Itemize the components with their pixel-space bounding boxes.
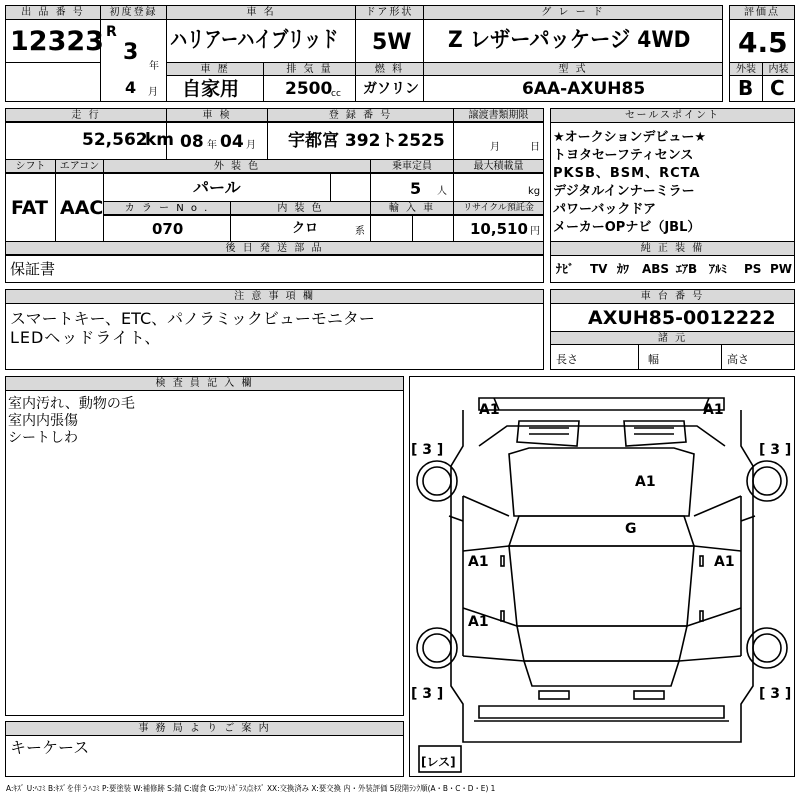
mark-left-front-door: A1 bbox=[468, 554, 489, 570]
history-label: 車 歴 bbox=[167, 63, 263, 76]
score: 4.5 bbox=[738, 26, 788, 59]
import-label: 輸 入 車 bbox=[371, 202, 453, 215]
dims-label: 諸 元 bbox=[551, 332, 794, 345]
shift-label: シフト bbox=[6, 160, 55, 173]
recycle-label: リサイクル預託金 bbox=[454, 202, 543, 215]
inspector-line-1: 室内汚れ、動物の毛 bbox=[8, 396, 135, 412]
ext-color-label: 外 装 色 bbox=[104, 160, 370, 173]
history: 自家用 bbox=[182, 78, 240, 100]
mark-right-front-door: A1 bbox=[714, 554, 735, 570]
displacement-label: 排 気 量 bbox=[264, 63, 355, 76]
shift: FAT bbox=[11, 197, 48, 219]
mileage-unit: km bbox=[145, 130, 175, 150]
office-label: 事 務 局 よ り ご 案 内 bbox=[6, 722, 403, 736]
capacity-label: 乗車定員 bbox=[371, 160, 453, 173]
ac-label: エアコン bbox=[56, 160, 103, 173]
era-mark: R bbox=[106, 24, 117, 40]
grade-label: グ レ ー ド bbox=[424, 6, 722, 20]
equip-abs: ABS bbox=[642, 262, 670, 276]
mark-hood: A1 bbox=[635, 474, 656, 490]
car-name: ハリアーハイブリッド bbox=[170, 28, 339, 53]
tire-fl-depth: [ 3 ] bbox=[411, 442, 444, 458]
color-no-label: カ ラ ー N o . bbox=[104, 202, 230, 215]
equip-leather: ｶﾜ bbox=[617, 262, 630, 276]
month-unit: 月 bbox=[148, 87, 158, 98]
sales-line-6: メーカーOPナビ（JBL） bbox=[553, 220, 701, 235]
recycle-deposit: 10,510 bbox=[470, 220, 528, 238]
sales-line-4: デジタルインナーミラー bbox=[553, 184, 695, 199]
first-reg-month: 4 bbox=[125, 78, 137, 97]
capacity-unit: 人 bbox=[437, 186, 447, 197]
office-text: キーケース bbox=[10, 738, 90, 757]
later-parts-label: 後 日 発 送 部 品 bbox=[6, 242, 543, 255]
body-outline bbox=[451, 410, 753, 742]
displacement: 2500 bbox=[285, 79, 333, 99]
ac: AAC bbox=[60, 197, 104, 219]
notes-line-1: スマートキー、ETC、パノラミックビューモニター bbox=[10, 309, 375, 328]
fuel: ガソリン bbox=[363, 81, 419, 97]
lot-label: 出 品 番 号 bbox=[6, 6, 100, 20]
capacity: 5 bbox=[410, 179, 422, 198]
equip-navi: ﾅﾋﾞ bbox=[556, 262, 575, 276]
equipment-label: 純 正 装 備 bbox=[551, 242, 794, 256]
spare-tire: [レス] bbox=[421, 755, 456, 769]
recycle-unit: 円 bbox=[530, 226, 540, 237]
legend: A:ｷｽﾞ U:ﾍｺﾐ B:ｷｽﾞを伴うﾍｺﾐ P:要塗装 W:補修跡 S:錆 C:腐食 G:ﾌﾛﾝﾄｶﾞﾗｽ点ｷｽﾞ XX:交換済み X:要交換 内・外装評価 5段階ﾗﾝｸ順(A・B・C・D・E) 1 bbox=[6, 784, 496, 793]
int-color-unit: 系 bbox=[355, 226, 365, 237]
inspection-year-unit: 年 bbox=[207, 140, 217, 151]
displacement-unit: cc bbox=[331, 89, 341, 99]
mark-front-right: A1 bbox=[703, 402, 724, 418]
first-reg-year: 3 bbox=[123, 40, 139, 65]
fuel-label: 燃 料 bbox=[356, 63, 423, 76]
first-reg-label: 初度登録 bbox=[101, 6, 166, 20]
model: 6AA-AXUH85 bbox=[522, 79, 646, 99]
inspector-line-2: 室内内張傷 bbox=[8, 413, 78, 429]
chassis-number: AXUH85-0012222 bbox=[588, 307, 776, 329]
sales-line-5: パワーバックドア bbox=[553, 202, 656, 217]
tire-fr-depth: [ 3 ] bbox=[759, 442, 792, 458]
equip-pw: PW bbox=[770, 262, 793, 276]
mileage-label: 走 行 bbox=[6, 109, 166, 122]
tire-rl-depth: [ 3 ] bbox=[411, 686, 444, 702]
name-label: 車 名 bbox=[167, 6, 355, 20]
hood-shape bbox=[509, 448, 694, 516]
interior-label: 内装 bbox=[763, 63, 794, 76]
inspection-year: 08 bbox=[180, 132, 204, 152]
equip-tv: TV bbox=[590, 262, 608, 276]
height-label: 高さ bbox=[727, 353, 749, 366]
mark-roof: G bbox=[625, 521, 637, 537]
door-type: 5W bbox=[372, 30, 412, 55]
mark-left-rear-door: A1 bbox=[468, 614, 489, 630]
sales-label: セールスポイント bbox=[551, 109, 794, 123]
equip-airbag: ｴｱB bbox=[676, 262, 698, 276]
registration-number: 宇都宮 392ト2525 bbox=[288, 131, 445, 151]
front-bumper-shape bbox=[479, 398, 724, 410]
inspector-label: 検 査 員 記 入 欄 bbox=[6, 377, 403, 391]
notes-line-2: LEDヘッドライト、 bbox=[10, 328, 162, 347]
ext-color: パール bbox=[193, 178, 241, 197]
interior-grade: C bbox=[770, 76, 785, 100]
length-label: 長さ bbox=[556, 353, 578, 366]
equip-alloy: ｱﾙﾐ bbox=[709, 262, 728, 276]
door-label: ドア形状 bbox=[356, 6, 423, 20]
later-parts: 保証書 bbox=[10, 260, 56, 278]
inspection-label: 車 検 bbox=[167, 109, 267, 122]
inspector-line-3: シートしわ bbox=[8, 430, 78, 446]
model-label: 型 式 bbox=[424, 63, 722, 76]
max-load-label: 最大積載量 bbox=[454, 160, 543, 173]
registration-label: 登 録 番 号 bbox=[268, 109, 453, 122]
inspection-month-unit: 月 bbox=[246, 140, 256, 151]
equip-ps: PS bbox=[744, 262, 762, 276]
tire-rr-depth: [ 3 ] bbox=[759, 686, 792, 702]
sales-line-2: トヨタセーフティセンス bbox=[553, 148, 694, 163]
score-label: 評価点 bbox=[730, 6, 794, 20]
grade: Z レザーパッケージ 4WD bbox=[448, 28, 691, 53]
year-unit: 年 bbox=[149, 61, 159, 72]
lot-number: 12323 bbox=[10, 26, 104, 57]
chassis-label: 車 台 番 号 bbox=[551, 290, 794, 304]
int-color-label: 内 装 色 bbox=[231, 202, 370, 215]
sales-line-3: PKSB、BSM、RCTA bbox=[553, 166, 701, 181]
transfer-day-unit: 日 bbox=[530, 142, 540, 153]
int-color: クロ bbox=[292, 221, 319, 236]
mileage: 52,562 bbox=[82, 130, 148, 150]
color-number: 070 bbox=[152, 220, 184, 238]
transfer-label: 譲渡書類期限 bbox=[454, 109, 543, 122]
inspection-month: 04 bbox=[220, 132, 244, 152]
notes-label: 注 意 事 項 欄 bbox=[6, 290, 543, 304]
transfer-month-unit: 月 bbox=[490, 142, 500, 153]
max-load-unit: kg bbox=[528, 186, 541, 197]
car-diagram bbox=[409, 376, 795, 777]
sales-line-1: ★オークションデビュー★ bbox=[553, 130, 707, 145]
roof-shape bbox=[509, 546, 694, 626]
exterior-grade: B bbox=[738, 76, 754, 100]
exterior-label: 外装 bbox=[730, 63, 762, 76]
width-label: 幅 bbox=[648, 353, 659, 366]
mark-front-left: A1 bbox=[479, 402, 500, 418]
